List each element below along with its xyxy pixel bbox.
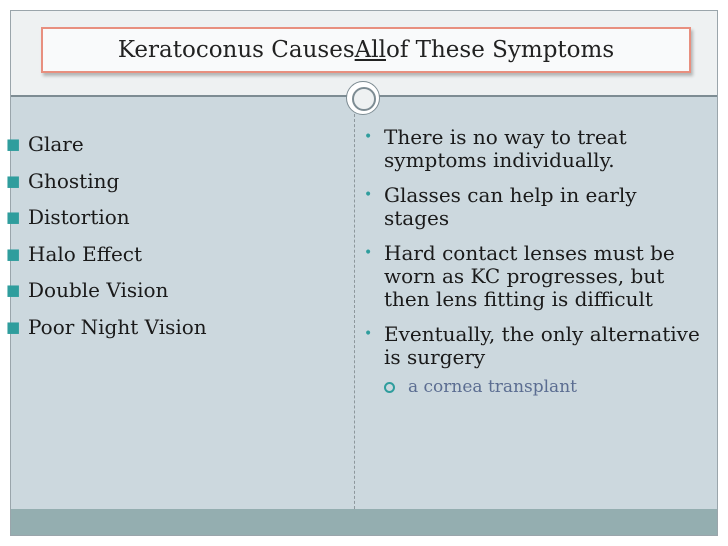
dot-bullet-icon: • [364,187,373,203]
list-item [362,323,702,369]
list-item [4,309,334,346]
square-bullet-icon: ■ [6,281,21,299]
square-bullet-icon: ■ [6,171,21,190]
list-item-text: Double Vision [28,278,169,302]
list-item [362,126,702,172]
list-item [4,163,334,200]
list-item [362,242,702,311]
list-item-text: Glare [28,132,84,156]
square-bullet-icon: ■ [6,208,21,226]
dot-bullet-icon: • [364,245,373,261]
list-item-text: Eventually, the only alternative is surgery [384,322,700,369]
square-bullet-icon: ■ [6,317,21,336]
list-item-text: Distortion [28,205,130,229]
symptom-list-column [4,126,334,345]
list-item-text: Hard contact lenses must be worn as KC progresses, but then lens fitting is difficult [384,241,675,311]
list-item [4,272,334,309]
title-part-1: Keratoconus Causes [117,37,355,63]
treatment-notes-list [362,126,702,369]
slide-title [43,29,689,71]
title-box [41,27,691,73]
list-item-text: Halo Effect [28,241,143,266]
footer-band [11,509,717,536]
dot-bullet-icon: • [364,326,373,342]
dot-bullet-icon: • [364,129,373,145]
sub-list-item-text: a cornea transplant [408,377,577,397]
list-item-text: Glasses can help in early stages [384,183,637,230]
ring-emblem-icon [346,81,380,115]
treatment-notes-column [362,126,702,399]
list-item [4,236,334,273]
list-item-text: Ghosting [28,168,120,193]
list-item [4,199,334,236]
list-item-text: There is no way to treat symptoms individually. [384,125,627,172]
column-divider [354,109,355,519]
title-emphasis: All [354,37,386,63]
list-item-text: Poor Night Vision [28,314,207,339]
list-item [4,126,334,163]
symptom-list [4,126,334,345]
ring-bullet-icon [384,382,395,393]
sub-list-item [362,375,702,399]
square-bullet-icon: ■ [6,135,21,153]
square-bullet-icon: ■ [6,244,21,263]
title-part-2: of These Symptoms [385,37,615,63]
list-item [362,184,702,230]
